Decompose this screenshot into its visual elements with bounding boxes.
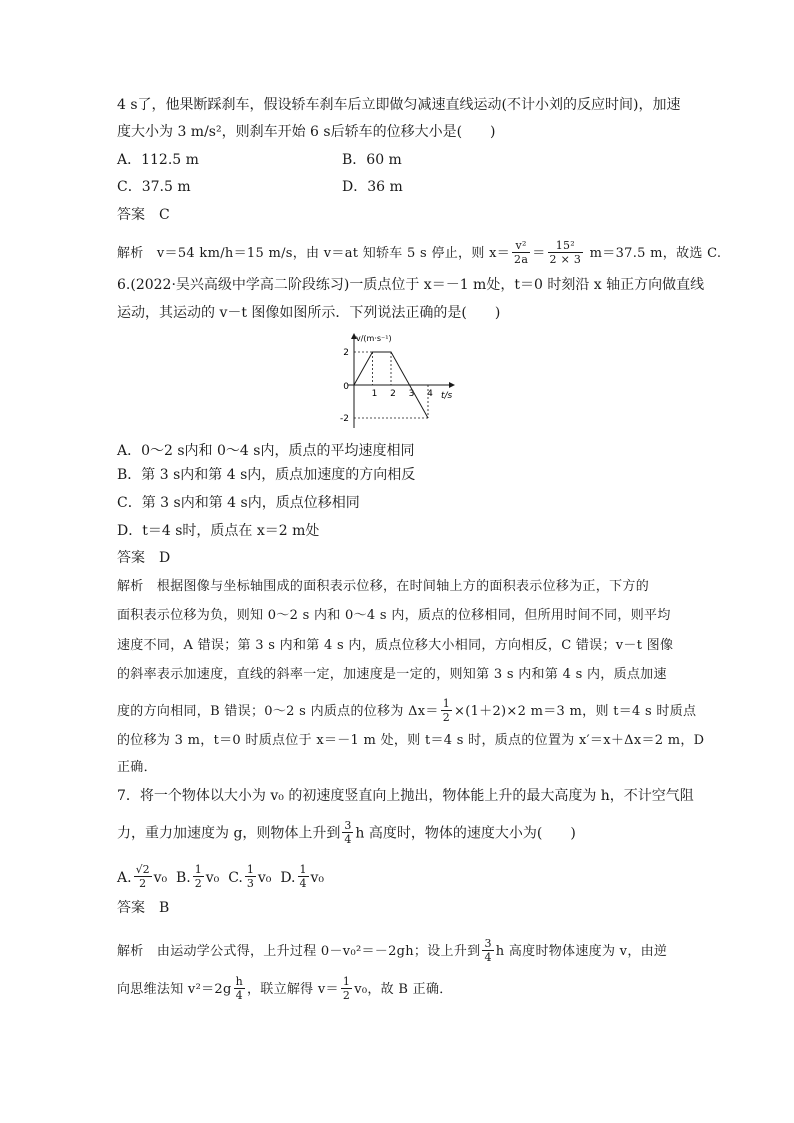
x-axis-label: t/s [441,391,453,401]
fraction-numerator: 1 [342,975,351,988]
option-value: v₀ [153,869,168,886]
fraction [134,863,152,890]
q7-option-a [117,863,168,890]
fraction-denominator: 4 [484,951,492,964]
q5-option-c: C．37.5 m [117,179,191,195]
fraction [548,239,584,266]
x-tick-label: 2 [390,389,396,399]
fraction-numerator: h [235,975,243,988]
q5-analysis [117,240,721,267]
fraction-denominator: 2 [342,989,351,1002]
equals-sign: ＝ [532,246,546,261]
q6-analysis-line7: 正确． [117,760,157,775]
q7-option-d [280,863,325,890]
q5-analysis-text: 解析 v＝54 km/h＝15 m/s，由 v＝at 知轿车 5 s 停止，则 x＝ [117,246,511,261]
q7-analysis-text: 向思维法知 v²＝2g [117,982,232,997]
q7-answer: 答案 B [117,900,170,916]
y-tick-label: 0 [343,382,349,392]
fraction [512,239,530,266]
y-tick-label: -2 [340,414,349,424]
q7-option-c [228,863,272,890]
q6-option-c: C．第 3 s内和第 4 s内，质点位移相同 [117,495,360,511]
q6-analysis-line4: 的斜率表示加速度，直线的斜率一定，加速度是一定的，则知第 3 s 内和第 4 s 内，质点加速 [117,667,667,682]
q7-analysis-line1 [117,938,667,965]
q5-stem-line1: 4 s了，他果断踩刹车，假设轿车刹车后立即做匀减速直线运动(不计小刘的反应时间)，加速 [117,97,681,113]
q6-analysis-line1: 解析 根据图像与坐标轴围成的面积表示位移，在时间轴上方的面积表示位移为正，下方的 [117,579,650,594]
fraction-numerator: 15² [555,239,576,252]
q5-answer: 答案 C [117,207,170,223]
q7-options [117,864,324,891]
fraction-denominator: 2 [194,877,202,890]
fraction-denominator: 4 [299,877,307,890]
q5-option-b: B．60 m [342,152,402,168]
fraction-denominator: 3 [246,877,254,890]
fraction [441,697,452,724]
q6-analysis-line2: 面积表示位移为负，则知 0～2 s 内和 0～4 s 内，质点的位移相同，但所用时间不同，则平均 [117,608,671,623]
option-letter: D. [280,869,296,886]
q7-analysis-text: 解析 由运动学公式得，上升过程 0－v₀²＝－2gh；设上升到 [117,944,481,959]
q6-stem-line2: 运动，其运动的 v－t 图像如图所示．下列说法正确的是( ) [117,305,501,321]
fraction [298,863,309,890]
q6-answer: 答案 D [117,550,171,566]
q5-option-a: A．112.5 m [117,152,199,168]
q7-analysis-text: ，联立解得 v＝ [246,982,339,997]
fraction-numerator: 1 [299,863,307,876]
fraction [342,819,353,846]
q6-analysis-line6: 的位移为 3 m，t＝0 时质点位于 x＝－1 m 处，则 t＝4 s 时，质点的位置为 x′＝x＋Δx＝2 m，D [117,733,705,748]
fraction-numerator: √2 [135,863,150,876]
fraction-denominator: 2 [134,876,152,890]
fraction [245,863,256,890]
q6-stem-line1: 6.(2022·吴兴高级中学高二阶段练习)一质点位于 x＝－1 m处，t＝0 时刻沿 x 轴正方向做直线 [117,277,705,293]
option-value: v₀ [257,869,272,886]
y-axis-label: v/(m·s⁻¹) [356,334,392,343]
q5-option-d: D．36 m [342,179,403,195]
x-tick-label: 3 [408,389,415,399]
x-tick-label: 4 [427,389,433,399]
fraction [482,937,493,964]
fraction-numerator: 1 [442,697,451,710]
vt-graph [330,328,470,430]
q7-option-b [176,863,220,890]
fraction-numerator: 1 [194,863,202,876]
q6-analysis-text: ×(1＋2)×2 m＝3 m，则 t＝4 s 时质点 [454,704,697,719]
q7-stem-line1: 7．将一个物体以大小为 v₀ 的初速度竖直向上抛出，物体能上升的最大高度为 h，不计空气阻 [117,788,694,804]
q7-analysis-line2 [117,976,453,1003]
option-letter: B. [176,869,191,886]
q7-analysis-text: v₀，故 B 正确． [354,982,453,997]
q6-analysis-line3: 速度不同，A 错误；第 3 s 内和第 4 s 内，质点位移大小相同，方向相反，C 错误；v－t 图像 [117,638,674,653]
q6-option-d: D．t＝4 s时，质点在 x＝2 m处 [117,523,320,539]
q7-analysis-text: h 高度时物体速度为 v，由逆 [495,944,668,959]
q6-analysis-line5 [117,698,696,725]
fraction [234,975,245,1002]
q7-stem-text: h 高度时，物体的速度大小为( ) [355,825,576,842]
q6-option-a: A．0～2 s内和 0～4 s内，质点的平均速度相同 [117,443,415,459]
fraction-numerator: 1 [246,863,254,876]
fraction [193,863,204,890]
fraction-numerator: 3 [484,937,492,950]
fraction-numerator: v² [515,239,527,252]
fraction-denominator: 2a [514,253,529,266]
x-tick-label: 1 [371,389,378,399]
option-letter: C. [228,869,243,886]
q6-option-b: B．第 3 s内和第 4 s内，质点加速度的方向相反 [117,467,416,483]
fraction [341,975,352,1002]
q7-stem-text: 力，重力加速度为 g，则物体上升到 [117,825,341,842]
fraction-denominator: 2 [442,711,451,724]
fraction-denominator: 2 × 3 [549,253,582,266]
y-tick-label: 2 [343,348,349,358]
q5-analysis-tail: m＝37.5 m，故选 C. [585,246,722,261]
fraction-numerator: 3 [344,819,352,832]
fraction-denominator: 4 [234,988,245,1002]
fraction-denominator: 4 [344,833,352,846]
option-value: v₀ [310,869,325,886]
q5-stem-line2: 度大小为 3 m/s²，则刹车开始 6 s后轿车的位移大小是( ) [117,124,496,140]
q6-analysis-text: 度的方向相同，B 错误；0～2 s 内质点的位移为 Δx＝ [117,704,439,719]
q7-stem-line2 [117,820,576,847]
option-letter: A. [117,869,132,886]
option-value: v₀ [205,869,220,886]
